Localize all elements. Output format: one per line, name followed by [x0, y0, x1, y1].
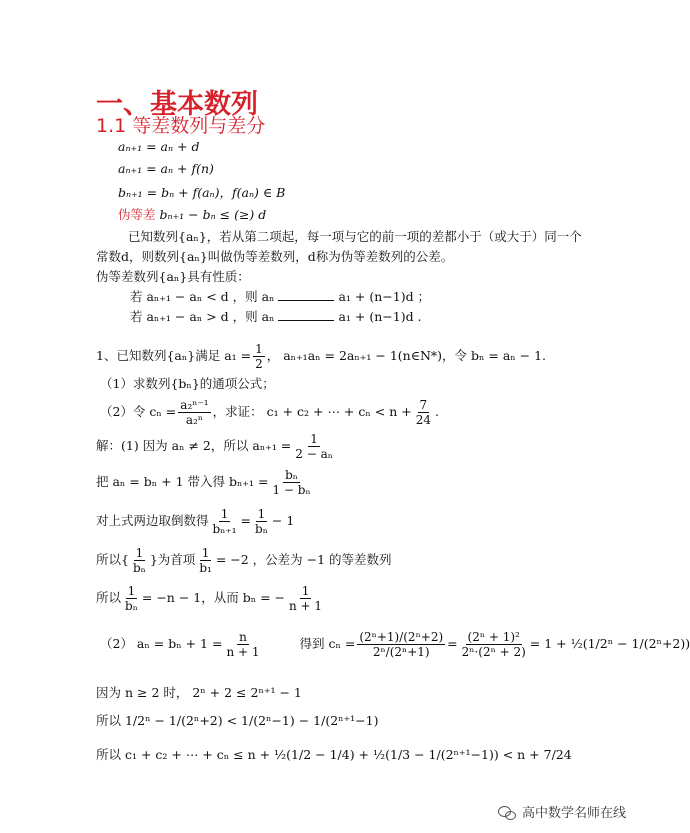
paragraph-line-2: 常数d，则数列{aₙ}叫做伪等差数列，d称为伪等差数列的公差。: [96, 249, 454, 264]
s2-text: 把 aₙ = bₙ + 1 带入得 bₙ₊₁ =: [96, 474, 269, 489]
pseudo-expression: bₙ₊₁ − bₙ ≤ (≥) d: [159, 207, 267, 222]
case-2-result: a₁ + (n−1)d .: [338, 309, 422, 324]
question-1: （1）求数列{bₙ}的通项公式；: [100, 376, 275, 391]
s6-eq: =: [447, 636, 458, 651]
s6-text-b: 得到 cₙ =: [299, 636, 356, 651]
property-case-1: [130, 287, 430, 305]
answer-blank-1: [278, 290, 334, 301]
case-1-result: a₁ + (n−1)d ；: [338, 289, 431, 304]
s6-fraction-2: $\frac{\text{(2ⁿ+1)/(2ⁿ+2)}}{\text{2ⁿ/(2ⁿ+1)}}$: [359, 630, 444, 659]
s4-text-c: = −2 ，公差为 −1 的等差数列: [215, 552, 392, 567]
s3-text: 对上式两边取倒数得: [96, 513, 209, 528]
stem-text-b: ， aₙ₊₁aₙ = 2aₙ₊₁ − 1(n∈N*)，令 bₙ = aₙ − 1.: [266, 348, 547, 363]
stem-text-a: 1、已知数列{aₙ}满足 a₁ =: [96, 348, 252, 363]
s4-fraction-1: $\frac{1}{\text{bₙ}}$: [132, 546, 146, 575]
section-subheading: 1.1 等差数列与差分: [96, 115, 266, 137]
answer-blank-2: [278, 310, 334, 321]
solution-step-3: [96, 507, 294, 536]
s6-fraction-1: $\frac{n}{n + 1}$: [226, 630, 260, 659]
case-2-condition: 若 aₙ₊₁ − aₙ > d ，则 aₙ: [130, 309, 275, 324]
s4-fraction-2: $\frac{1}{\text{b₁}}$: [199, 546, 212, 575]
s5-fraction-1: $\frac{1}{\text{bₙ}}$: [125, 584, 138, 613]
solution-step-2: [96, 468, 315, 497]
solution-step-9: 所以 c₁ + c₂ + ⋯ + cₙ ≤ n + ½(1/2 − 1/4) + ½(1/3 − 1/(2ⁿ⁺¹−1)) < n + 7/24: [96, 747, 572, 762]
s4-text-a: 所以: [96, 552, 122, 567]
s2-fraction: $\frac{\text{bₙ}}{\text{1 − bₙ}}$: [272, 468, 311, 497]
problem-stem: [96, 342, 546, 371]
paragraph-line-3: 伪等差数列{aₙ}具有性质：: [96, 269, 250, 284]
solution-step-5: [96, 584, 326, 613]
property-case-2: [130, 307, 422, 325]
pseudo-label: 伪等差: [118, 207, 156, 222]
definition-arithmetic: aₙ₊₁ = aₙ + d: [118, 139, 200, 154]
solution-step-8: 所以 1/2ⁿ − 1/(2ⁿ+2) < 1/(2ⁿ−1) − 1/(2ⁿ⁺¹−1): [96, 713, 379, 728]
solution-step-1: [96, 432, 337, 461]
fraction-seven-24: $\frac{7}{24}$: [415, 398, 431, 427]
case-1-condition: 若 aₙ₊₁ − aₙ < d ，则 aₙ: [130, 289, 275, 304]
question-2: [100, 398, 439, 427]
watermark: [498, 802, 626, 821]
definition-b-sequence: bₙ₊₁ = bₙ + f(aₙ)，f(aₙ) ∈ B: [118, 185, 286, 200]
s4-text-b: 为首项: [157, 552, 196, 567]
s5-text-b: = −n − 1，从而 bₙ = −: [141, 590, 286, 605]
pseudo-arithmetic-def: [118, 205, 266, 223]
watermark-text: 高中数学名师在线: [521, 806, 626, 821]
s3-fraction-2: $\frac{1}{\text{bₙ}}$: [255, 507, 268, 536]
solution-part-2: [100, 630, 690, 659]
wechat-icon: [498, 805, 516, 819]
section-heading: 一、基本数列: [96, 89, 258, 120]
s6-text-a: （2） aₙ = bₙ + 1 =: [100, 636, 223, 651]
fraction-one-half: $\frac{1}{2}$: [255, 342, 263, 371]
q2-end: .: [434, 404, 439, 419]
s6-text-d: = 1 + ½(1/2ⁿ − 1/(2ⁿ+2)): [529, 636, 690, 651]
s1-text: 解：(1) 因为 aₙ ≠ 2，所以 aₙ₊₁ =: [96, 438, 292, 453]
solution-step-4: 所以{ $\frac{1}{\text{bₙ}}$ }为首项 $\frac{1}{\text{b₁}}$ = −2 ，公差为 −1 的等差数列: [96, 546, 392, 575]
s5-text-a: 所以: [96, 590, 122, 605]
s5-fraction-2: $\frac{1}{n + 1}$: [289, 584, 323, 613]
q2-text-a: （2）令 cₙ =: [100, 404, 177, 419]
q2-text-b: ，求证： c₁ + c₂ + ⋯ + cₙ < n +: [212, 404, 412, 419]
paragraph-line-1: 已知数列{aₙ}，若从第二项起，每一项与它的前一项的差都小于（或大于）同一个: [128, 229, 582, 244]
s3-eq: =: [240, 513, 252, 528]
fraction-cn: $\frac{\text{a₂ⁿ⁻¹}}{\text{a₂ⁿ}}$: [180, 398, 209, 427]
s6-fraction-3: $\frac{\text{(2ⁿ + 1)²}}{\text{2ⁿ·(2ⁿ + 2)}}$: [461, 630, 526, 659]
s1-fraction: $\frac{1}{\text{2 − aₙ}}$: [295, 432, 333, 461]
s3-fraction-1: $\frac{1}{\text{bₙ₊₁}}$: [212, 507, 237, 536]
solution-step-7: 因为 n ≥ 2 时， 2ⁿ + 2 ≤ 2ⁿ⁺¹ − 1: [96, 685, 302, 700]
s3-tail: − 1: [271, 513, 295, 528]
definition-difference: aₙ₊₁ = aₙ + f(n): [118, 161, 214, 176]
